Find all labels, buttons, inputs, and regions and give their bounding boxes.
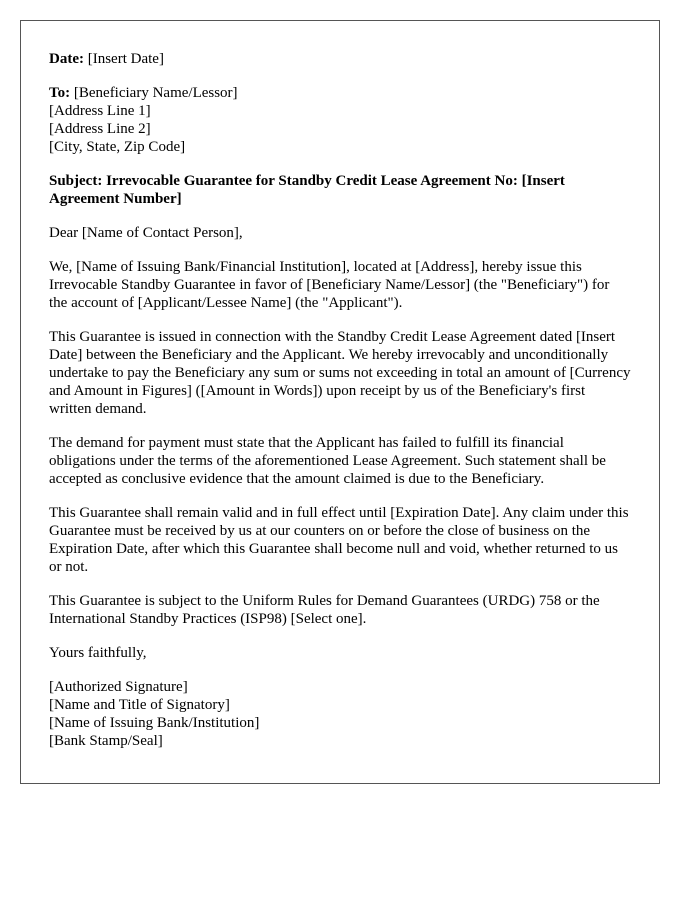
date-value: [Insert Date] [87,51,164,67]
guarantee-letter [20,20,660,784]
body-paragraph-3: The demand for payment must state that the Applicant has failed to fulfill its financial obligations under the terms of the aforementioned Lease Agreement. Such statement shall be accepted as conclusive evidence that the amount claimed is due to the Beneficiary. [49,435,606,487]
body-paragraph-4: This Guarantee shall remain valid and in full effect until [Expiration Date]. Any claim under this Guarantee must be received by us at our counters on or before the close of business on the Expiration Date, after which this Guarantee shall become null and void, whether returned to us or not. [49,505,629,575]
subject-line: Subject: Irrevocable Guarantee for Standby Credit Lease Agreement No: [Insert Agreement Number] [49,173,565,207]
address-line-1: [Address Line 1] [49,103,151,119]
signatory-name-title: [Name and Title of Signatory] [49,697,230,713]
salutation: Dear [Name of Contact Person], [49,225,243,241]
recipient-label: To: [49,85,71,101]
city-state-zip: [City, State, Zip Code] [49,139,186,155]
body-paragraph-2: This Guarantee is issued in connection with the Standby Credit Lease Agreement dated [Insert Date] between the Beneficiary and the Applicant. We hereby irrevocably and unconditionally undertake to pay the Beneficiary any sum or sums not exceeding in total an amount of [Currency and Amount in Figures] ([Amount in Words]) upon receipt by us of the Beneficiary's first written demand. [49,329,631,417]
authorized-signature: [Authorized Signature] [49,679,188,695]
recipient-name-line [49,84,631,102]
body-paragraph-1: We, [Name of Issuing Bank/Financial Institution], located at [Address], hereby issue this Irrevocable Standby Guarantee in favor of [Beneficiary Name/Lessor] (the "Beneficiary") for the account of [Applicant/Lessee Name] (the "Applicant"). [49,259,610,311]
date-line [49,50,631,68]
signature-block [49,678,631,750]
recipient-block [49,84,631,156]
body-paragraph-5: This Guarantee is subject to the Uniform Rules for Demand Guarantees (URDG) 758 or the International Standby Practices (ISP98) [Select one]. [49,593,600,627]
issuing-institution: [Name of Issuing Bank/Institution] [49,715,260,731]
date-label: Date: [49,51,84,67]
address-line-2: [Address Line 2] [49,121,151,137]
closing: Yours faithfully, [49,645,147,661]
recipient-name: [Beneficiary Name/Lessor] [73,85,238,101]
bank-stamp: [Bank Stamp/Seal] [49,733,163,749]
